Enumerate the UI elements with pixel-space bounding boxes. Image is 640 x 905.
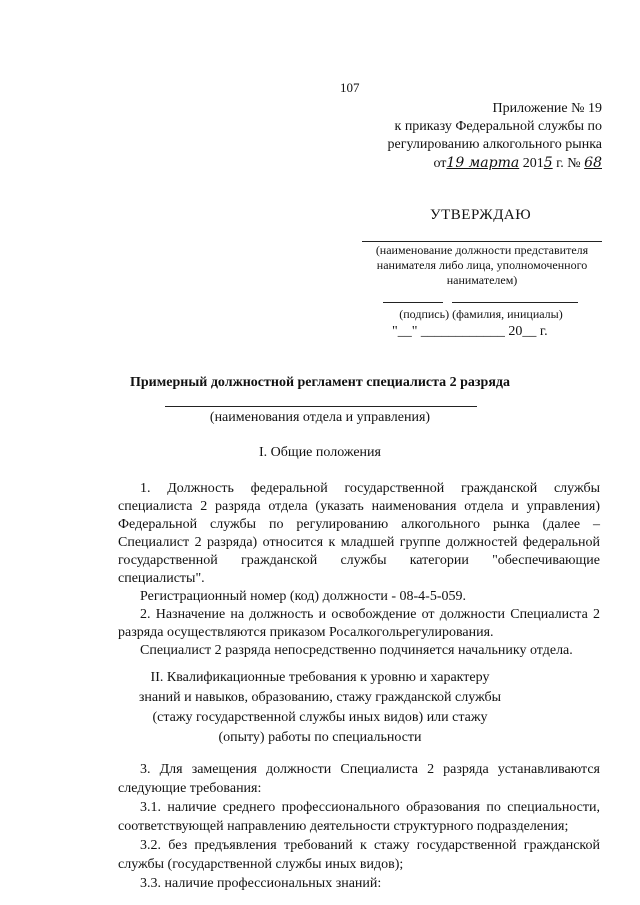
signature-line — [383, 302, 443, 303]
signature-caption: (подпись) (фамилия, инициалы) — [399, 307, 563, 321]
handwritten-order-number: 68 — [584, 155, 602, 171]
page-number: 107 — [340, 80, 360, 95]
paragraph-3-2: 3.2. без предъявления требований к стажу государственной гражданской службы (государственной службы иных видов); — [118, 838, 600, 872]
paragraph-registration: Регистрационный номер (код) должности - 08-4-5-059. — [140, 589, 466, 604]
name-line — [452, 302, 578, 303]
date-number-label: г. № — [556, 156, 581, 171]
section-2-title — [0, 668, 640, 748]
appendix-line: к приказу Федеральной службы по — [394, 119, 602, 134]
approval-date-line: "__" ____________ 20__ г. — [392, 324, 548, 339]
appendix-line: регулированию алкогольного рынка — [387, 137, 602, 152]
section-1-title: I. Общие положения — [259, 445, 381, 460]
section-2-title-line: II. Квалификационные требования к уровню и характеру — [150, 670, 490, 685]
section-2-title-line: знаний и навыков, образованию, стажу гражданской службы — [138, 690, 502, 705]
paragraph-3: 3. Для замещения должности Специалиста 2 разряда устанавливаются следующие требования: — [118, 762, 600, 796]
approve-heading: УТВЕРЖДАЮ — [430, 207, 532, 223]
department-line — [165, 406, 477, 407]
document-title: Примерный должностной регламент специалиста 2 разряда — [129, 375, 511, 390]
appendix-line: Приложение № 19 — [492, 101, 602, 116]
caption-line: нанимателем) — [446, 273, 518, 287]
section-2-title-line: (опыту) работы по специальности — [218, 730, 422, 745]
handwritten-date: 19 марта — [446, 155, 520, 171]
section-2-body — [118, 760, 600, 893]
paragraph-3-3: 3.3. наличие профессиональных знаний: — [140, 876, 382, 891]
caption-line: (наименование должности представителя — [375, 243, 589, 257]
section-1-body — [118, 480, 600, 660]
paragraph-subordination: Специалист 2 разряда непосредственно подчиняется начальнику отдела. — [140, 643, 573, 658]
paragraph-2: 2. Назначение на должность и освобождение от должности Специалиста 2 разряда осуществляются приказом Росалкогольрегулирования. — [118, 607, 600, 640]
appendix-date-line — [362, 154, 602, 173]
section-2-title-line: (стажу государственной службы иных видов) или стажу — [152, 710, 488, 725]
handwritten-year: 5 — [543, 155, 553, 171]
date-prefix: от — [433, 156, 447, 171]
date-year-prefix: 201 — [522, 156, 544, 171]
caption-line: нанимателя либо лица, уполномоченного — [376, 258, 588, 272]
department-caption: (наименования отдела и управления) — [209, 410, 431, 425]
paragraph-3-1: 3.1. наличие среднего профессионального образования по специальности, соответствующей направлению деятельности структурного подразделения; — [118, 800, 600, 834]
position-signature-line — [362, 241, 602, 242]
position-caption — [362, 243, 602, 288]
appendix-block — [362, 100, 602, 173]
paragraph-1: 1. Должность федеральной государственной гражданской службы специалиста 2 разряда отдела (указать наименования отдела и управления) Федеральной службы по регулированию алкогольного рынка (далее – Специалист 2 разряда) относится к младшей группе должностей федеральной государственной гражданской службы категории "обеспечивающие специалисты". — [118, 481, 600, 586]
